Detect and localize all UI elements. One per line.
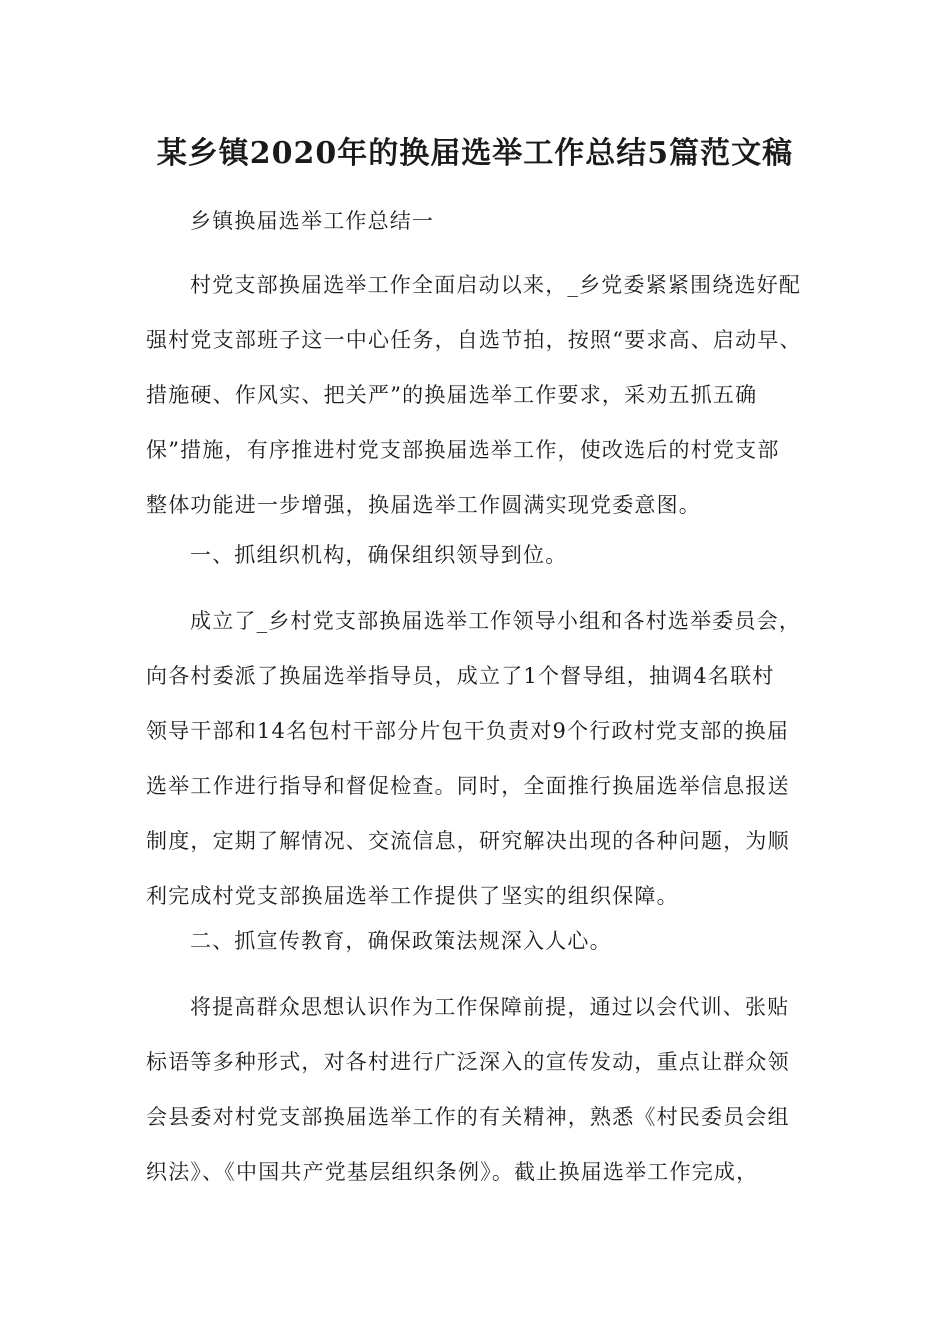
text-line: 标语等多种形式，对各村进行广泛深入的宣传发动，重点让群众领 (146, 1050, 790, 1074)
text-line: 领导干部和14名包村干部分片包干负责对9个行政村党支部的换届 (146, 719, 790, 743)
subtitle-text: 乡镇换届选举工作总结一 (190, 209, 435, 233)
text-line: 整体功能进一步增强，换届选举工作圆满实现党委意图。 (146, 493, 701, 517)
section-heading-1 (146, 528, 818, 583)
heading-text: 一、抓组织机构，确保组织领导到位。 (190, 543, 568, 567)
section-subtitle (146, 194, 818, 249)
paragraph-publicity (146, 980, 818, 1200)
document-title: 某乡镇2020年的换届选举工作总结5篇范文稿 (156, 136, 794, 171)
text-line: 村党支部换届选举工作全面启动以来，_乡党委紧紧围绕选好配 (190, 273, 802, 297)
heading-text: 二、抓宣传教育，确保政策法规深入人心。 (190, 929, 612, 953)
text-line: 利完成村党支部换届选举工作提供了坚实的组织保障。 (146, 884, 679, 908)
section-heading-2 (146, 914, 818, 969)
text-line: 向各村委派了换届选举指导员，成立了1个督导组，抽调4名联村 (146, 664, 775, 688)
text-line: 保”措施，有序推进村党支部换届选举工作，使改选后的村党支部 (146, 438, 780, 462)
paragraph-organization (146, 594, 818, 924)
text-line: 织法》、《中国共产党基层组织条例》。截止换届选举工作完成， (146, 1160, 759, 1184)
text-line: 强村党支部班子这一中心任务，自选节拍，按照“要求高、启动早、 (146, 328, 802, 352)
text-line: 将提高群众思想认识作为工作保障前提，通过以会代训、张贴 (190, 995, 790, 1019)
text-line: 措施硬、作风实、把关严”的换届选举工作要求，采劝五抓五确 (146, 383, 758, 407)
text-line: 选举工作进行指导和督促检查。同时，全面推行换届选举信息报送 (146, 774, 790, 798)
text-line: 会县委对村党支部换届选举工作的有关精神，熟悉《村民委员会组 (146, 1105, 790, 1129)
text-line: 制度，定期了解情况、交流信息，研究解决出现的各种问题，为顺 (146, 829, 790, 853)
paragraph-intro (146, 258, 818, 533)
text-line: 成立了_乡村党支部换届选举工作领导小组和各村选举委员会， (190, 609, 802, 633)
